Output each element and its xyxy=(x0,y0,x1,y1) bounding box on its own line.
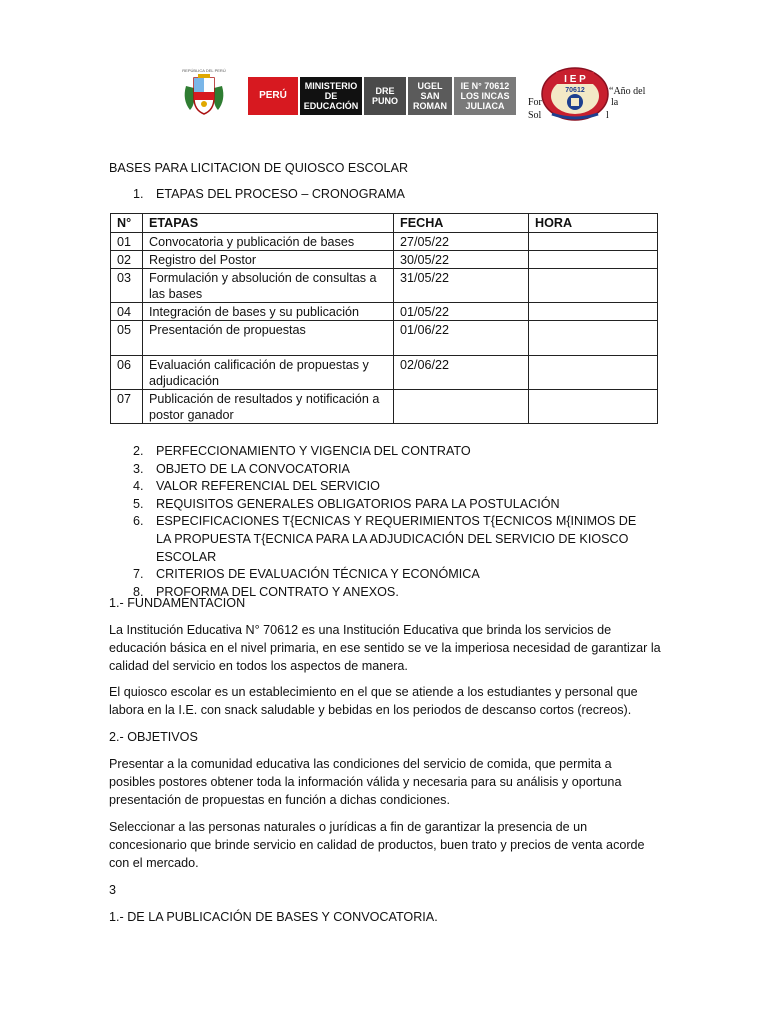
column-header-hora: HORA xyxy=(529,214,658,233)
cell-etapa: Presentación de propuestas xyxy=(143,321,394,356)
heading-fundamentacion: 1.- FUNDAMENTACION xyxy=(109,596,246,610)
list-item: 8. PROFORMA DEL CONTRATO Y ANEXOS. xyxy=(133,584,399,599)
cell-etapa: Formulación y absolución de consultas a las bases xyxy=(143,269,394,303)
cell-hora xyxy=(529,390,658,424)
header-year-motto-2: la xyxy=(611,97,619,108)
svg-text:I E P: I E P xyxy=(564,74,586,85)
cell-hora xyxy=(529,233,658,251)
section-heading-cronograma: 1. ETAPAS DEL PROCESO – CRONOGRAMA xyxy=(133,187,405,201)
list-item: 5. REQUISITOS GENERALES OBLIGATORIOS PARA LA POSTULACIÓN xyxy=(133,496,560,511)
cell-fecha: 02/06/22 xyxy=(394,356,529,390)
list-item: 3. OBJETO DE LA CONVOCATORIA xyxy=(133,461,350,476)
table-row xyxy=(111,356,658,390)
list-item: 4. VALOR REFERENCIAL DEL SERVICIO xyxy=(133,479,380,494)
cell-hora xyxy=(529,269,658,303)
document-title: BASES PARA LICITACION DE QUIOSCO ESCOLAR xyxy=(109,161,409,175)
heading-objetivos: 2.- OBJETIVOS xyxy=(109,730,198,744)
cell-fecha: 01/06/22 xyxy=(394,321,529,356)
cell-etapa: Convocatoria y publicación de bases xyxy=(143,233,394,251)
cell-fecha: 31/05/22 xyxy=(394,269,529,303)
column-header-number: N° xyxy=(111,214,143,233)
table-row xyxy=(111,251,658,269)
schedule-table xyxy=(110,213,658,424)
column-header-etapas: ETAPAS xyxy=(143,214,394,233)
paragraph-fundamentacion-2: El quiosco escolar es un establecimiento en el que se atiende a los estudiantes y personal que labora en la I.E. con snack saludable y bebidas en los periodos de descanso cortos (recreos). xyxy=(109,685,638,717)
cell-etapa: Registro del Postor xyxy=(143,251,394,269)
peru-coat-of-arms-icon xyxy=(176,64,232,120)
cell-number: 06 xyxy=(111,356,143,390)
header-fragment-sol: Sol xyxy=(528,110,542,121)
header-fragment-for: For xyxy=(528,97,542,108)
header-year-motto-1: “Año del xyxy=(609,86,646,97)
svg-text:70612: 70612 xyxy=(565,87,585,94)
table-row xyxy=(111,303,658,321)
cell-hora xyxy=(529,251,658,269)
paragraph-objetivos-2: Seleccionar a las personas naturales o jurídicas a fin de garantizar la presencia de un concesionario que brinde servicio en calidad de productos, buen trato y precios de venta acorde con el mercado. xyxy=(109,820,645,870)
cell-fecha xyxy=(394,390,529,424)
svg-text:REPÚBLICA DEL PERÚ: REPÚBLICA DEL PERÚ xyxy=(182,68,226,73)
sections-list xyxy=(133,443,653,601)
header-year-motto-3: l xyxy=(606,110,609,121)
banner-ministerio: MINISTERIO DE EDUCACIÓN xyxy=(298,77,362,115)
cell-etapa: Publicación de resultados y notificación a postor ganador xyxy=(143,390,394,424)
list-item: 7. CRITERIOS DE EVALUACIÓN TÉCNICA Y ECONÓMICA xyxy=(133,567,480,582)
cell-number: 01 xyxy=(111,233,143,251)
heading-publicacion: 1.- DE LA PUBLICACIÓN DE BASES Y CONVOCATORIA. xyxy=(109,910,438,924)
cell-etapa: Evaluación calificación de propuestas y adjudicación xyxy=(143,356,394,390)
cell-number: 07 xyxy=(111,390,143,424)
banner-ugel: UGEL SAN ROMAN xyxy=(406,77,452,115)
ministry-banner xyxy=(248,77,516,115)
cell-fecha: 27/05/22 xyxy=(394,233,529,251)
cell-fecha: 01/05/22 xyxy=(394,303,529,321)
banner-peru: PERÚ xyxy=(248,77,298,115)
cell-hora xyxy=(529,303,658,321)
cell-hora xyxy=(529,356,658,390)
table-header-row xyxy=(111,214,658,233)
iep-school-logo-icon xyxy=(540,66,610,122)
table-row xyxy=(111,269,658,303)
banner-ie: IE N° 70612 LOS INCAS JULIACA xyxy=(452,77,516,115)
cell-number: 02 xyxy=(111,251,143,269)
cell-fecha: 30/05/22 xyxy=(394,251,529,269)
list-item: 2. PERFECCIONAMIENTO Y VIGENCIA DEL CONTRATO xyxy=(133,444,471,458)
cell-number: 03 xyxy=(111,269,143,303)
banner-dre: DRE PUNO xyxy=(362,77,406,115)
column-header-fecha: FECHA xyxy=(394,214,529,233)
table-row xyxy=(111,233,658,251)
stray-number: 3 xyxy=(109,883,117,897)
table-row xyxy=(111,321,658,356)
table-row xyxy=(111,390,658,424)
paragraph-objetivos-1: Presentar a la comunidad educativa las condiciones del servicio de comida, que permita a posibles postores obtener toda la información válida y necesaria para su análisis y oportuna presentación de propuestas en función a dichas condiciones. xyxy=(109,757,622,807)
cell-hora xyxy=(529,321,658,356)
cell-number: 04 xyxy=(111,303,143,321)
cell-etapa: Integración de bases y su publicación xyxy=(143,303,394,321)
list-item: 6. ESPECIFICACIONES T{ECNICAS Y REQUERIMIENTOS T{ECNICOS M{INIMOS DE LA PROPUESTA T{ECNICA PARA LA ADJUDICACIÓN DEL SERVICIO DE KIOSCO ESCOLAR xyxy=(133,514,637,564)
paragraph-fundamentacion-1: La Institución Educativa N° 70612 es una Institución Educativa que brinda los servicios de educación básica en el nivel primaria, en ese sentido se ve la imperiosa necesidad de garantizar la calidad del servicio en todos los aspectos de manera. xyxy=(109,623,661,673)
cell-number: 05 xyxy=(111,321,143,356)
